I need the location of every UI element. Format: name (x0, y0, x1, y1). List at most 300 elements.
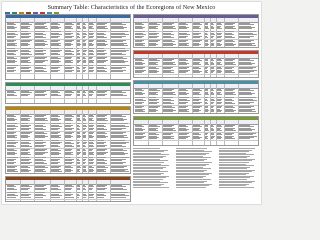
cell-text-line (217, 103, 221, 104)
cell-text-line (89, 146, 94, 147)
cell-text-line (21, 163, 30, 164)
cell-text-line (7, 137, 17, 138)
cell-text-line (51, 137, 61, 138)
note-text-line (219, 154, 254, 155)
cell-text-line (77, 37, 80, 38)
cell-text-line (217, 28, 222, 29)
cell-text-line (179, 94, 187, 95)
cell-text-line (51, 171, 62, 172)
cell-text-line (211, 138, 213, 139)
notes-block (133, 148, 259, 190)
cell-text-line (51, 197, 60, 198)
cell-text-line (35, 54, 44, 55)
cell-text-line (205, 45, 208, 46)
cell-text-line (7, 120, 15, 121)
cell-text-line (193, 130, 201, 131)
note-text-line (176, 176, 206, 177)
cell-text-line (65, 37, 72, 38)
cell-text-line (163, 64, 176, 65)
cell-text-line (163, 130, 176, 131)
cell-text-line (97, 28, 108, 29)
cell-text-line (111, 163, 123, 164)
cell-text-line (89, 71, 93, 72)
note-text-line (133, 154, 169, 155)
cell-text-line (77, 171, 80, 172)
cell-text-line (77, 62, 79, 63)
cell-text-line (239, 130, 252, 131)
cell-text-line (135, 28, 143, 29)
cell-text-line (51, 95, 61, 96)
cell-text-line (83, 120, 86, 121)
cell-text-line (211, 64, 214, 65)
cell-text-line (77, 45, 80, 46)
ecoregion-table-section (5, 82, 131, 104)
ecoregion-table-section (133, 80, 259, 114)
cell-text-line (225, 28, 236, 29)
table-row (6, 165, 130, 174)
cell-text-line (217, 138, 221, 139)
cell-text-line (83, 197, 86, 198)
cell-text-line (163, 138, 174, 139)
cell-text-line (7, 146, 16, 147)
cell-text-line (21, 45, 28, 46)
note-text-line (133, 153, 161, 154)
cell-text-line (149, 72, 157, 73)
cell-text-line (211, 111, 214, 112)
cell-text-line (97, 71, 107, 72)
note-text-line (176, 179, 211, 180)
cell-text-line (77, 71, 80, 72)
cell-text-line (111, 71, 123, 72)
note-text-line (219, 168, 247, 169)
cell-text-line (239, 64, 252, 65)
cell-text-line (35, 71, 47, 72)
cell-text-line (7, 171, 18, 172)
note-text-line (133, 168, 163, 169)
note-text-line (133, 173, 164, 174)
cell-text-line (21, 154, 31, 155)
cell-text-line (83, 45, 86, 46)
cell-text-line (193, 28, 201, 29)
cell-text-line (111, 37, 122, 38)
cell-text-line (205, 37, 208, 38)
cell-text-line (149, 28, 158, 29)
cell-text-line (179, 28, 187, 29)
cell-text-line (7, 189, 17, 190)
cell-text-line (89, 62, 94, 63)
note-text-line (176, 156, 203, 157)
cell-text-line (163, 72, 174, 73)
cell-text-line (65, 28, 73, 29)
cell-text-line (163, 37, 174, 38)
cell-text-line (7, 37, 14, 38)
note-text-line (133, 151, 164, 152)
note-text-line (133, 156, 166, 157)
cell-text-line (83, 71, 85, 72)
cell-text-line (83, 62, 86, 63)
cell-text-line (111, 95, 127, 96)
cell-text-line (211, 130, 214, 131)
table-row (134, 105, 258, 114)
cell-text-line (77, 95, 80, 96)
cell-text-line (7, 154, 15, 155)
cell-text-line (77, 163, 80, 164)
note-text-line (176, 187, 206, 188)
note-text-line (176, 184, 212, 185)
note-text-line (176, 177, 203, 178)
cell-text-line (111, 154, 125, 155)
cell-text-line (111, 45, 128, 46)
cell-text-line (149, 64, 158, 65)
cell-text-line (21, 95, 28, 96)
cell-text-line (65, 120, 73, 121)
cell-text-line (7, 28, 15, 29)
cell-text-line (51, 154, 59, 155)
cell-text-line (111, 129, 122, 130)
cell-text-line (77, 137, 80, 138)
cell-text-line (205, 138, 208, 139)
note-text-line (219, 187, 254, 188)
note-text-line (219, 157, 247, 158)
cell-text-line (21, 54, 32, 55)
table-row (134, 39, 258, 48)
cell-text-line (65, 146, 74, 147)
note-text-line (219, 185, 246, 186)
note-text-line (219, 167, 250, 168)
cell-text-line (97, 62, 104, 63)
cell-text-line (225, 37, 235, 38)
cell-text-line (89, 137, 93, 138)
note-text-line (176, 182, 204, 183)
cell-text-line (193, 103, 200, 104)
note-text-line (133, 176, 169, 177)
cell-text-line (7, 163, 14, 164)
cell-text-line (35, 45, 45, 46)
note-text-line (176, 170, 207, 171)
note-text-line (219, 148, 255, 149)
note-text-line (219, 170, 255, 171)
note-text-line (133, 184, 164, 185)
note-text-line (133, 185, 161, 186)
cell-text-line (65, 95, 71, 96)
cell-text-line (89, 37, 93, 38)
table-row (6, 65, 130, 75)
cell-text-line (21, 71, 30, 72)
cell-text-line (193, 64, 201, 65)
cell-text-line (111, 171, 129, 172)
cell-text-line (225, 72, 235, 73)
cell-text-line (239, 111, 256, 112)
cell-text-line (97, 154, 104, 155)
cell-text-line (239, 138, 250, 139)
cell-text-line (97, 146, 105, 147)
note-text-line (176, 150, 204, 151)
cell-text-line (77, 54, 80, 55)
cell-text-line (83, 95, 86, 96)
note-text-line (176, 157, 211, 158)
cell-text-line (111, 197, 126, 198)
cell-text-line (225, 94, 236, 95)
cell-text-line (35, 28, 48, 29)
note-text-line (219, 171, 252, 172)
cell-text-line (65, 197, 74, 198)
cell-text-line (51, 28, 59, 29)
ecoregion-table-section (5, 14, 131, 80)
note-text-line (133, 157, 163, 158)
cell-text-line (89, 154, 94, 155)
cell-text-line (217, 94, 222, 95)
cell-text-line (83, 129, 85, 130)
cell-text-line (211, 45, 214, 46)
note-text-line (176, 167, 203, 168)
cell-text-line (21, 197, 31, 198)
cell-text-line (149, 103, 157, 104)
cell-text-line (239, 103, 250, 104)
note-text-line (133, 187, 169, 188)
cell-text-line (51, 146, 60, 147)
cell-text-line (65, 71, 72, 72)
cell-text-line (135, 130, 143, 131)
cell-text-line (97, 197, 104, 198)
cell-text-line (179, 64, 187, 65)
cell-text-line (239, 45, 256, 46)
cell-text-line (193, 37, 200, 38)
cell-text-line (179, 111, 189, 112)
cell-text-line (65, 163, 72, 164)
ecoregion-table-section (5, 106, 131, 174)
cell-text-line (77, 154, 79, 155)
cell-text-line (7, 95, 17, 96)
cell-text-line (35, 146, 44, 147)
note-text-line (219, 174, 246, 175)
cell-text-line (51, 163, 58, 164)
cell-text-line (21, 120, 30, 121)
ecoregion-table-section (133, 50, 259, 78)
note-text-line (133, 165, 169, 166)
cell-text-line (21, 189, 28, 190)
cell-text-line (97, 54, 105, 55)
cell-text-line (211, 28, 214, 29)
cell-text-line (77, 189, 80, 190)
cell-text-line (65, 137, 71, 138)
cell-text-line (89, 95, 92, 96)
note-text-line (133, 160, 168, 161)
cell-text-line (111, 137, 128, 138)
cell-text-line (21, 137, 28, 138)
cell-text-line (135, 94, 143, 95)
cell-text-line (239, 28, 252, 29)
note-text-line (176, 168, 211, 169)
cell-text-line (35, 129, 46, 130)
cell-text-line (135, 64, 143, 65)
ecoregion-table-section (133, 14, 259, 48)
note-text-line (219, 150, 252, 151)
cell-text-line (111, 189, 127, 190)
cell-text-line (225, 103, 235, 104)
note-text-line (219, 177, 250, 178)
cell-text-line (135, 138, 142, 139)
cell-text-line (135, 45, 145, 46)
note-text-line (219, 153, 246, 154)
table-row (134, 66, 258, 75)
cell-text-line (35, 154, 43, 155)
cell-text-line (83, 146, 86, 147)
note-text-line (133, 171, 168, 172)
cell-text-line (149, 37, 157, 38)
cell-text-line (205, 64, 209, 65)
cell-text-line (163, 45, 173, 46)
cell-text-line (179, 45, 189, 46)
note-text-line (219, 156, 250, 157)
cell-text-line (97, 163, 107, 164)
cell-text-line (239, 37, 250, 38)
cell-text-line (205, 72, 208, 73)
cell-text-line (97, 45, 106, 46)
cell-text-line (65, 54, 74, 55)
cell-text-line (83, 171, 87, 172)
cell-text-line (163, 103, 174, 104)
note-text-line (219, 182, 252, 183)
cell-text-line (83, 54, 86, 55)
cell-text-line (65, 154, 73, 155)
note-text-line (176, 148, 207, 149)
note-text-line (176, 171, 204, 172)
note-text-line (133, 182, 168, 183)
cell-text-line (217, 111, 221, 112)
cell-text-line (179, 72, 186, 73)
cell-text-line (225, 130, 236, 131)
note-text-line (219, 184, 249, 185)
cell-text-line (135, 72, 142, 73)
note-text-line (176, 174, 209, 175)
cell-text-line (77, 146, 80, 147)
cell-text-line (205, 103, 208, 104)
note-text-line (176, 162, 212, 163)
cell-text-line (193, 45, 199, 46)
note-text-line (176, 185, 209, 186)
cell-text-line (51, 71, 58, 72)
note-text-line (176, 154, 206, 155)
cell-text-line (51, 129, 58, 130)
cell-text-line (89, 129, 93, 130)
cell-text-line (149, 94, 158, 95)
note-text-line (133, 150, 168, 151)
cell-text-line (83, 163, 85, 164)
note-text-line (219, 160, 252, 161)
cell-text-line (51, 54, 60, 55)
cell-text-line (89, 54, 94, 55)
cell-text-line (211, 103, 213, 104)
cell-text-line (149, 111, 156, 112)
cell-text-line (97, 120, 108, 121)
cell-text-line (65, 171, 71, 172)
cell-text-line (97, 137, 106, 138)
cell-text-line (149, 45, 156, 46)
cell-text-line (35, 163, 47, 164)
cell-text-line (239, 94, 252, 95)
cell-text-line (35, 137, 45, 138)
cell-text-line (217, 72, 221, 73)
cell-text-line (35, 197, 43, 198)
cell-text-line (65, 189, 71, 190)
cell-text-line (65, 45, 71, 46)
page-title: Summary Table: Characteristics of the Ecoregions of New Mexico (47, 4, 216, 11)
note-text-line (176, 164, 209, 165)
cell-text-line (217, 130, 222, 131)
cell-text-line (111, 28, 124, 29)
cell-text-line (35, 95, 45, 96)
note-text-line (133, 162, 164, 163)
cell-text-line (35, 120, 48, 121)
note-text-line (219, 159, 255, 160)
cell-text-line (217, 37, 221, 38)
cell-text-line (205, 130, 209, 131)
cell-text-line (77, 197, 79, 198)
cell-text-line (225, 45, 234, 46)
cell-text-line (193, 94, 201, 95)
cell-text-line (217, 45, 221, 46)
cell-text-line (205, 94, 209, 95)
note-text-line (133, 174, 161, 175)
note-text-line (133, 179, 163, 180)
cell-text-line (7, 62, 15, 63)
cell-text-line (83, 37, 85, 38)
cell-text-line (65, 129, 72, 130)
cell-text-line (35, 171, 46, 172)
cell-text-line (111, 146, 126, 147)
cell-text-line (211, 94, 214, 95)
note-text-line (219, 173, 249, 174)
cell-text-line (51, 45, 61, 46)
cell-text-line (21, 129, 29, 130)
cell-text-line (35, 62, 43, 63)
cell-text-line (163, 111, 173, 112)
note-text-line (133, 164, 161, 165)
cell-text-line (205, 111, 208, 112)
cell-text-line (21, 62, 31, 63)
cell-text-line (51, 62, 59, 63)
cell-text-line (51, 37, 58, 38)
note-text-line (133, 159, 160, 160)
note-text-line (133, 177, 166, 178)
note-text-line (176, 160, 204, 161)
note-text-line (176, 165, 206, 166)
cell-text-line (51, 189, 61, 190)
cell-text-line (97, 171, 106, 172)
table-row (6, 192, 130, 201)
cell-text-line (21, 28, 30, 29)
cell-text-line (83, 137, 86, 138)
cell-text-line (89, 45, 93, 46)
cell-text-line (111, 54, 126, 55)
cell-text-line (35, 189, 45, 190)
note-text-line (176, 173, 212, 174)
note-text-line (133, 148, 160, 149)
cell-text-line (217, 64, 222, 65)
note-text-line (133, 181, 160, 182)
cell-text-line (111, 62, 125, 63)
cell-text-line (77, 120, 81, 121)
note-text-line (219, 176, 254, 177)
cell-text-line (21, 37, 29, 38)
cell-text-line (179, 138, 186, 139)
cell-text-line (135, 103, 142, 104)
cell-text-line (89, 171, 93, 172)
ecoregion-table-section (5, 176, 131, 202)
cell-text-line (21, 146, 32, 147)
cell-text-line (163, 28, 176, 29)
cell-text-line (193, 138, 200, 139)
